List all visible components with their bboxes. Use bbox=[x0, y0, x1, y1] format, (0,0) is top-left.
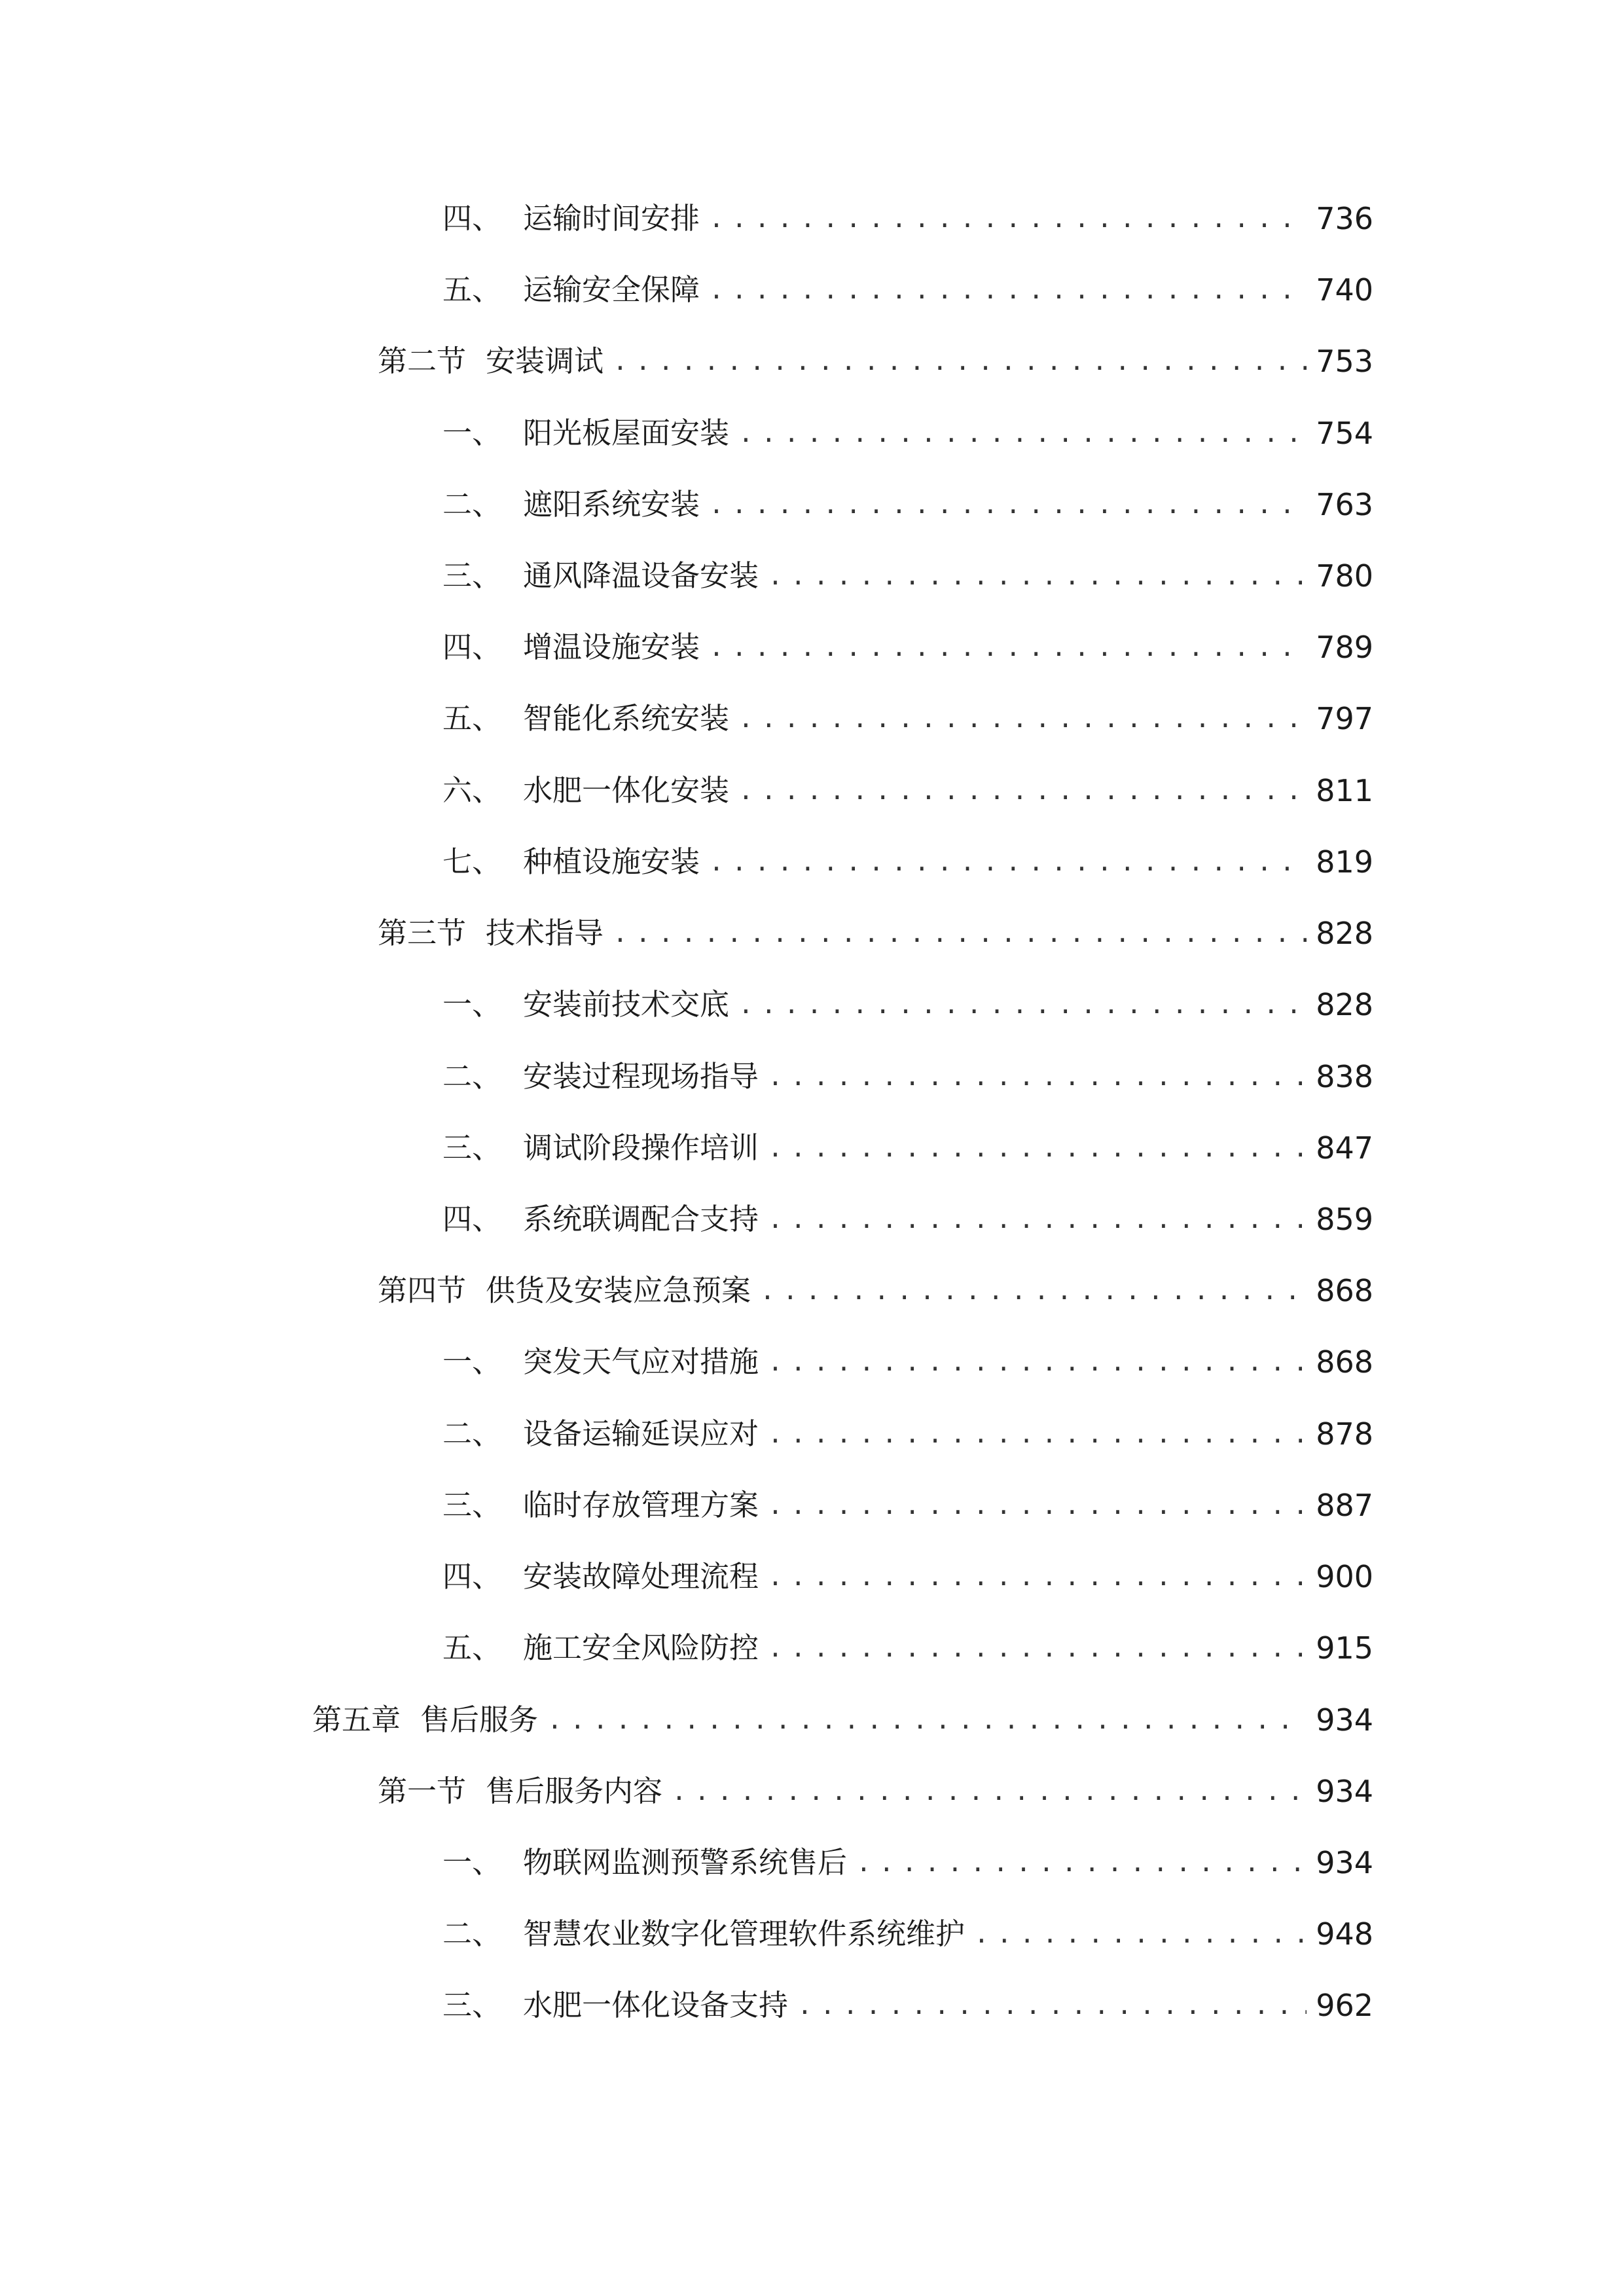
toc-entry[interactable] bbox=[442, 839, 1373, 885]
dot-leader bbox=[709, 482, 1307, 528]
page-number: 868 bbox=[1316, 1344, 1373, 1380]
page-number: 900 bbox=[1316, 1559, 1373, 1594]
toc-entry[interactable] bbox=[442, 196, 1373, 242]
page-number: 763 bbox=[1316, 487, 1373, 522]
entry-number: 二、 bbox=[442, 1916, 502, 1951]
dot-leader bbox=[709, 196, 1307, 242]
entry-title: 安装前技术交底 bbox=[523, 987, 730, 1022]
entry-title: 物联网监测预警系统售后 bbox=[523, 1845, 848, 1880]
entry-title: 设备运输延误应对 bbox=[523, 1416, 759, 1451]
entry-title: 阳光板屋面安装 bbox=[523, 416, 730, 450]
toc-entry[interactable] bbox=[442, 1125, 1373, 1171]
entry-title: 遮阳系统安装 bbox=[523, 487, 700, 522]
toc-entry[interactable] bbox=[312, 1697, 1373, 1743]
dot-leader bbox=[709, 624, 1307, 670]
dot-leader bbox=[672, 1768, 1307, 1814]
dot-leader bbox=[768, 1054, 1307, 1100]
page-number: 887 bbox=[1316, 1488, 1373, 1523]
dot-leader bbox=[768, 1482, 1307, 1528]
page-number: 847 bbox=[1316, 1130, 1373, 1166]
entry-number: 一、 bbox=[442, 987, 502, 1022]
entry-title: 增温设施安装 bbox=[523, 630, 700, 664]
toc-entry[interactable] bbox=[442, 553, 1373, 599]
toc-entry[interactable] bbox=[442, 982, 1373, 1028]
dot-leader bbox=[613, 338, 1307, 384]
toc-entry[interactable] bbox=[442, 1840, 1373, 1886]
entry-number: 三、 bbox=[442, 558, 502, 593]
entry-number: 五、 bbox=[442, 701, 502, 736]
entry-number: 三、 bbox=[442, 1988, 502, 2022]
entry-title: 水肥一体化设备支持 bbox=[523, 1988, 789, 2022]
entry-number: 三、 bbox=[442, 1488, 502, 1522]
entry-number: 一、 bbox=[442, 416, 502, 450]
dot-leader bbox=[768, 1196, 1307, 1242]
entry-title: 临时存放管理方案 bbox=[523, 1488, 759, 1522]
entry-number: 五、 bbox=[442, 272, 502, 307]
page-number: 753 bbox=[1316, 344, 1373, 379]
entry-number: 二、 bbox=[442, 1059, 502, 1094]
entry-title: 运输时间安排 bbox=[523, 201, 700, 236]
dot-leader bbox=[856, 1840, 1307, 1886]
toc-entry[interactable] bbox=[442, 410, 1373, 456]
entry-title: 系统联调配合支持 bbox=[523, 1202, 759, 1236]
entry-title: 供货及安装应急预案 bbox=[486, 1273, 751, 1308]
entry-title: 突发天气应对措施 bbox=[523, 1344, 759, 1379]
entry-title: 种植设施安装 bbox=[523, 844, 700, 879]
dot-leader bbox=[738, 768, 1307, 814]
entry-number: 四、 bbox=[442, 1202, 502, 1236]
page-number: 962 bbox=[1316, 1988, 1373, 2023]
entry-title: 运输安全保障 bbox=[523, 272, 700, 307]
entry-title: 智慧农业数字化管理软件系统维护 bbox=[523, 1916, 965, 1951]
page-number: 915 bbox=[1316, 1630, 1373, 1666]
entry-number: 第一节 bbox=[378, 1774, 467, 1808]
page-number: 838 bbox=[1316, 1059, 1373, 1094]
entry-number: 四、 bbox=[442, 201, 502, 236]
entry-number: 四、 bbox=[442, 630, 502, 664]
dot-leader bbox=[768, 1125, 1307, 1171]
entry-title: 售后服务 bbox=[420, 1702, 539, 1737]
toc-entry[interactable] bbox=[378, 1268, 1373, 1314]
page-number: 811 bbox=[1316, 773, 1373, 808]
dot-leader bbox=[738, 410, 1307, 456]
dot-leader bbox=[738, 982, 1307, 1028]
page-number: 934 bbox=[1316, 1845, 1373, 1880]
dot-leader bbox=[768, 1625, 1307, 1671]
toc-entry[interactable] bbox=[442, 696, 1373, 742]
toc-entry[interactable] bbox=[442, 1554, 1373, 1600]
dot-leader bbox=[768, 1554, 1307, 1600]
dot-leader bbox=[760, 1268, 1307, 1314]
toc-entry[interactable] bbox=[442, 267, 1373, 313]
entry-title: 施工安全风险防控 bbox=[523, 1630, 759, 1665]
page-number: 868 bbox=[1316, 1273, 1373, 1308]
entry-number: 一、 bbox=[442, 1845, 502, 1880]
page-number: 859 bbox=[1316, 1202, 1373, 1237]
toc-entry[interactable] bbox=[378, 910, 1373, 956]
page-number: 828 bbox=[1316, 987, 1373, 1022]
toc-entry[interactable] bbox=[442, 1339, 1373, 1385]
entry-number: 二、 bbox=[442, 487, 502, 522]
toc-entry[interactable] bbox=[442, 1982, 1373, 2028]
entry-title: 安装过程现场指导 bbox=[523, 1059, 759, 1094]
dot-leader bbox=[768, 553, 1307, 599]
toc-entry[interactable] bbox=[442, 1625, 1373, 1671]
entry-title: 智能化系统安装 bbox=[523, 701, 730, 736]
page-number: 736 bbox=[1316, 201, 1373, 236]
toc-entry[interactable] bbox=[442, 1054, 1373, 1100]
page-number: 780 bbox=[1316, 558, 1373, 594]
entry-title: 安装故障处理流程 bbox=[523, 1559, 759, 1594]
page-number: 754 bbox=[1316, 416, 1373, 451]
dot-leader bbox=[709, 839, 1307, 885]
entry-title: 调试阶段操作培训 bbox=[523, 1130, 759, 1165]
toc-entry[interactable] bbox=[442, 1411, 1373, 1457]
dot-leader bbox=[709, 267, 1307, 313]
page-number: 828 bbox=[1316, 916, 1373, 951]
entry-title: 通风降温设备安装 bbox=[523, 558, 759, 593]
toc-entry[interactable] bbox=[442, 1482, 1373, 1528]
entry-number: 五、 bbox=[442, 1630, 502, 1665]
toc-entry[interactable] bbox=[442, 768, 1373, 814]
entry-title: 安装调试 bbox=[486, 344, 604, 378]
dot-leader bbox=[613, 910, 1307, 956]
page-number: 934 bbox=[1316, 1702, 1373, 1738]
toc-entry[interactable] bbox=[442, 624, 1373, 670]
dot-leader bbox=[974, 1911, 1307, 1957]
toc-entry[interactable] bbox=[442, 1196, 1373, 1242]
toc-entry[interactable] bbox=[442, 1911, 1373, 1957]
entry-number: 第三节 bbox=[378, 916, 467, 950]
entry-number: 第四节 bbox=[378, 1273, 467, 1308]
dot-leader bbox=[768, 1339, 1307, 1385]
entry-title: 技术指导 bbox=[486, 916, 604, 950]
dot-leader bbox=[768, 1411, 1307, 1457]
toc-entry[interactable] bbox=[378, 1768, 1373, 1814]
entry-number: 二、 bbox=[442, 1416, 502, 1451]
entry-number: 第五章 bbox=[312, 1702, 401, 1737]
entry-number: 四、 bbox=[442, 1559, 502, 1594]
page-number: 819 bbox=[1316, 844, 1373, 880]
dot-leader bbox=[738, 696, 1307, 742]
entry-number: 六、 bbox=[442, 773, 502, 808]
toc-entry[interactable] bbox=[378, 338, 1373, 384]
dot-leader bbox=[797, 1982, 1307, 2028]
entry-title: 水肥一体化安装 bbox=[523, 773, 730, 808]
page-number: 789 bbox=[1316, 630, 1373, 665]
entry-title: 售后服务内容 bbox=[486, 1774, 663, 1808]
dot-leader bbox=[547, 1697, 1307, 1743]
entry-number: 第二节 bbox=[378, 344, 467, 378]
page-number: 878 bbox=[1316, 1416, 1373, 1452]
entry-number: 一、 bbox=[442, 1344, 502, 1379]
page-number: 934 bbox=[1316, 1774, 1373, 1809]
entry-number: 三、 bbox=[442, 1130, 502, 1165]
toc-entry[interactable] bbox=[442, 482, 1373, 528]
entry-number: 七、 bbox=[442, 844, 502, 879]
page-number: 797 bbox=[1316, 701, 1373, 736]
page-number: 948 bbox=[1316, 1916, 1373, 1952]
page-number: 740 bbox=[1316, 272, 1373, 308]
